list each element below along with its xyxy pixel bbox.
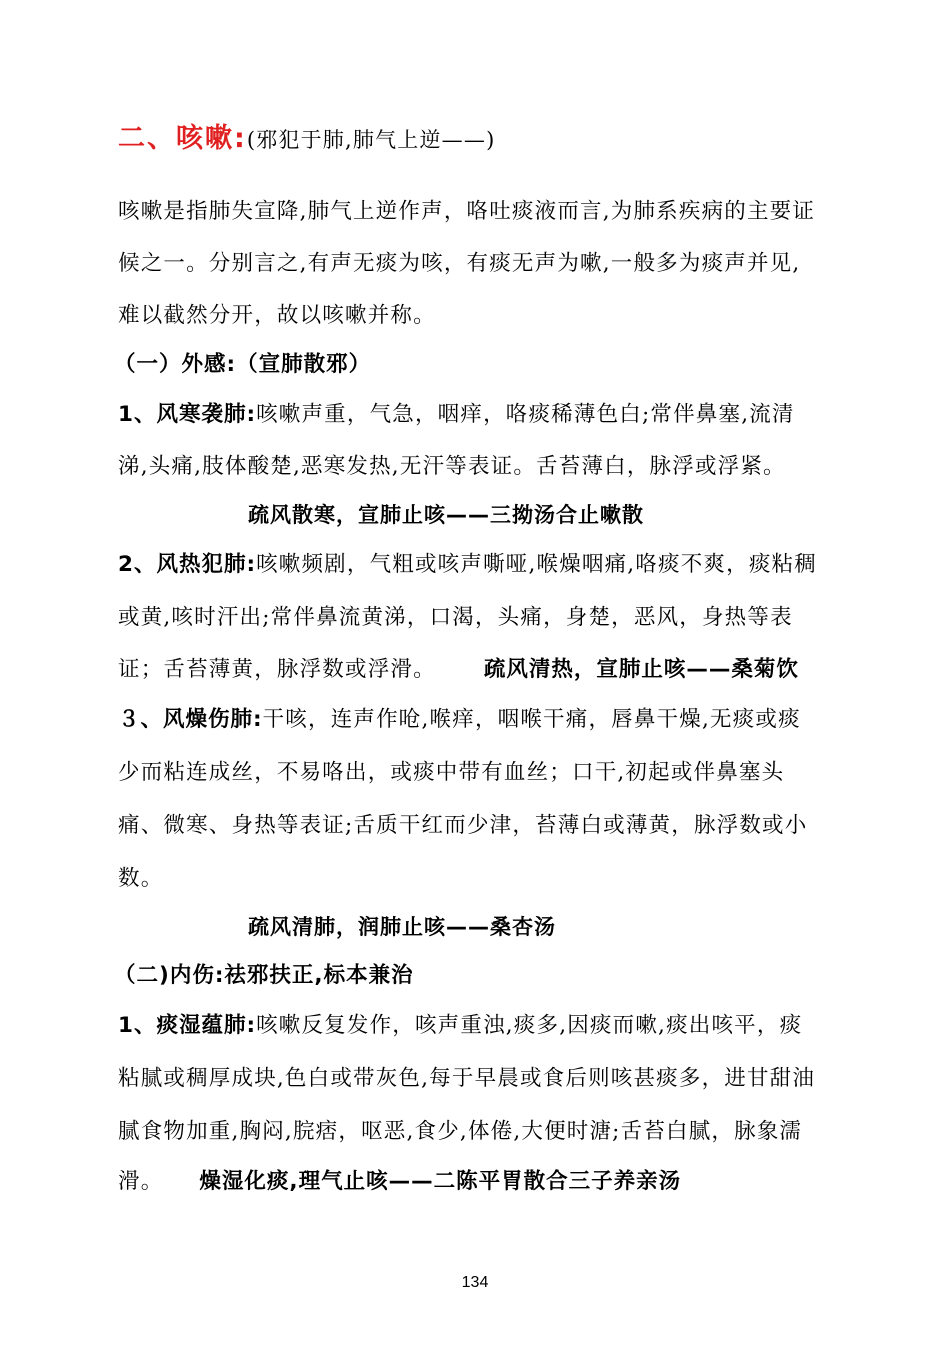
part2-item1-line-3: 腻食物加重,胸闷,脘痞，呕恶,食少,体倦,大便时溏;舌苔白腻，脉象濡 xyxy=(118,1119,803,1144)
part1-item3-treatment xyxy=(248,912,908,942)
part1-item2-treatment: 疏风清热，宣肺止咳——桑菊饮 xyxy=(483,657,799,682)
part1-item2-text-1: 咳嗽频剧，气粗或咳声嘶哑,喉燥咽痛,咯痰不爽，痰粘稠 xyxy=(256,552,817,577)
intro-line-2: 候之一。分别言之,有声无痰为咳，有痰无声为嗽,一般多为痰声并见, xyxy=(118,251,801,276)
intro-line-1: 咳嗽是指肺失宣降,肺气上逆作声，咯吐痰液而言,为肺系疾病的主要证 xyxy=(118,199,816,224)
part2-item1-treatment: 燥湿化痰,理气止咳——二陈平胃散合三子养亲汤 xyxy=(199,1169,682,1194)
section-title-main: 二、咳嗽: xyxy=(118,123,247,154)
page-number: 134 xyxy=(461,1274,489,1291)
part1-item3-line-1 xyxy=(118,705,868,735)
section-title-subtitle: (邪犯于肺,肺气上逆——) xyxy=(246,128,496,152)
part1-item3-text-1: 干咳，连声作呛,喉痒，咽喉干痛，唇鼻干燥,无痰或痰 xyxy=(262,707,801,732)
part2-item1-label: 1、痰湿蕴肺: xyxy=(118,1013,257,1038)
part1-item1-text-1: 咳嗽声重，气急，咽痒，咯痰稀薄色白;常伴鼻塞,流清 xyxy=(256,402,795,427)
section-title xyxy=(118,124,868,156)
part1-item1-treatment-text: 疏风散寒，宣肺止咳——三拗汤合止嗽散 xyxy=(248,503,644,527)
part1-item3-line-4: 数。 xyxy=(118,866,164,891)
part1-item3-line-2: 少而粘连成丝，不易咯出，或痰中带有血丝；口干,初起或伴鼻塞头 xyxy=(118,760,785,785)
intro-line-3: 难以截然分开，故以咳嗽并称。 xyxy=(118,303,436,328)
part1-item2-line-3 xyxy=(118,655,868,685)
part2-item1-line-2: 粘腻或稠厚成块,色白或带灰色,每于早晨或食后则咳甚痰多，进甘甜油 xyxy=(118,1066,816,1091)
part1-item1-line-1 xyxy=(118,400,868,430)
part1-item2-text-3: 证；舌苔薄黄，脉浮数或浮滑。 xyxy=(118,657,436,682)
part2-item1-line-4 xyxy=(118,1167,868,1197)
part2-heading: （二)内伤:祛邪扶正,标本兼治 xyxy=(114,963,414,988)
part1-item2-line-2: 或黄,咳时汗出;常伴鼻流黄涕，口渴，头痛，身楚，恶风，身热等表 xyxy=(118,605,793,630)
part1-item1-label: 1、风寒袭肺: xyxy=(118,402,257,427)
part1-item3-line-3: 痛、微寒、身热等表证;舌质干红而少津，苔薄白或薄黄，脉浮数或小 xyxy=(118,813,808,838)
part1-heading: （一）外感:（宣肺散邪） xyxy=(114,352,372,377)
part2-item1-line-1 xyxy=(118,1011,868,1041)
part1-item3-treatment-text: 疏风清肺，润肺止咳——桑杏汤 xyxy=(248,915,556,939)
part1-item1-line-2: 涕,头痛,肢体酸楚,恶寒发热,无汗等表证。舌苔薄白，脉浮或浮紧。 xyxy=(118,454,786,479)
part1-item1-treatment xyxy=(248,500,908,530)
part2-item1-text-1: 咳嗽反复发作，咳声重浊,痰多,因痰而嗽,痰出咳平，痰 xyxy=(256,1013,803,1038)
part1-item2-line-1 xyxy=(118,550,868,580)
part2-item1-text-4: 滑。 xyxy=(118,1169,164,1194)
part1-item3-label: ３、风燥伤肺: xyxy=(118,707,263,732)
part1-item2-label: 2、风热犯肺: xyxy=(118,552,257,577)
